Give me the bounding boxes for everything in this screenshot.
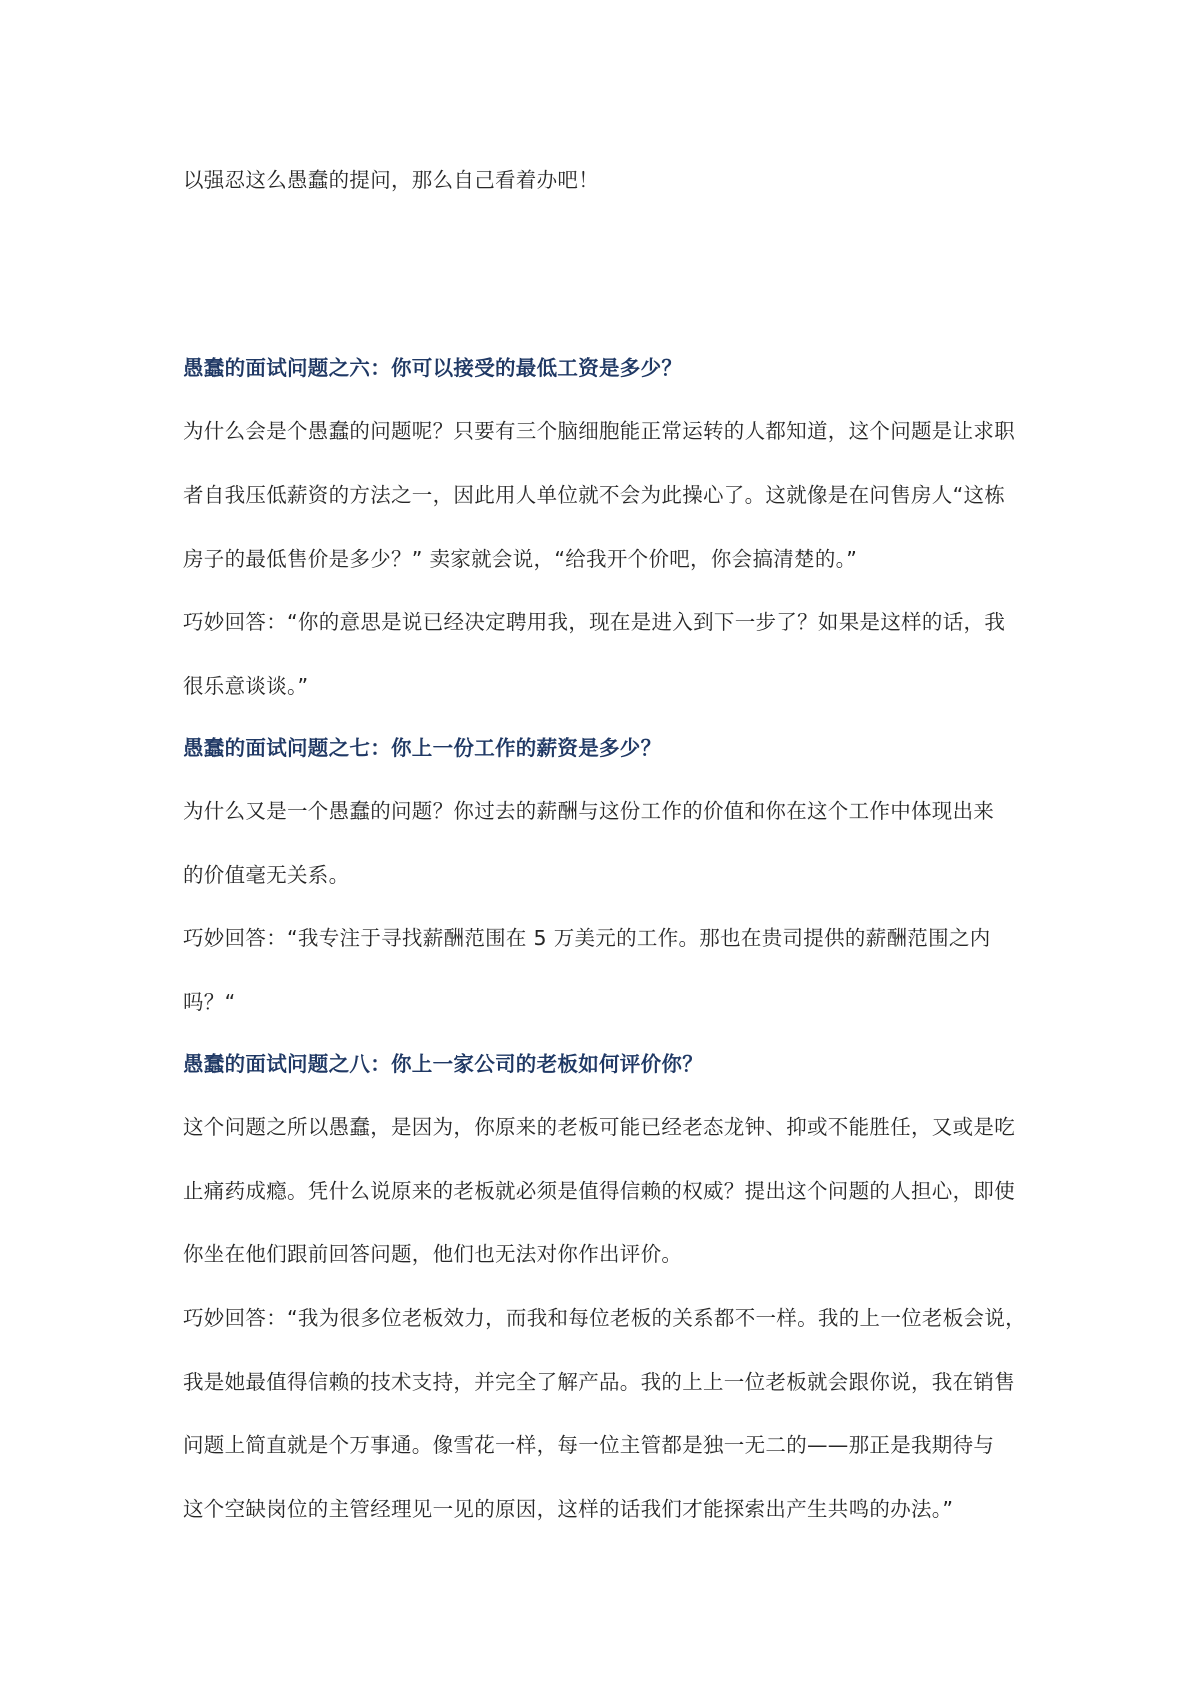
body-text-line: 房子的最低售价是多少？” 卖家就会说，“给我开个价吧，你会搞清楚的。” — [183, 547, 858, 571]
answer-text-line: 巧妙回答：“你的意思是说已经决定聘用我，现在是进入到下一步了？如果是这样的话，我 — [183, 610, 1006, 634]
answer-text-line: 巧妙回答：“我专注于寻找薪酬范围在 5 万美元的工作。那也在贵司提供的薪酬范围之内 — [183, 926, 991, 950]
body-text-line: 为什么又是一个愚蠢的问题？你过去的薪酬与这份工作的价值和你在这个工作中体现出来 — [183, 799, 995, 823]
answer-text-line: 吗？“ — [183, 990, 236, 1014]
answer-text-line: 问题上简直就是个万事通。像雪花一样，每一位主管都是独一无二的——那正是我期待与 — [183, 1433, 995, 1457]
section-heading-7: 愚蠢的面试问题之七：你上一份工作的薪资是多少？ — [183, 736, 662, 760]
body-text-line: 这个问题之所以愚蠢，是因为，你原来的老板可能已经老态龙钟、抑或不能胜任，又或是吃 — [183, 1115, 1015, 1139]
answer-text-line: 很乐意谈谈。” — [183, 674, 309, 698]
body-text-line: 以强忍这么愚蠢的提问，那么自己看着办吧！ — [183, 168, 599, 192]
body-text-line: 者自我压低薪资的方法之一，因此用人单位就不会为此操心了。这就像是在问售房人“这栋 — [183, 483, 1006, 507]
answer-text-line: 这个空缺岗位的主管经理见一见的原因，这样的话我们才能探索出产生共鸣的办法。” — [183, 1497, 954, 1521]
answer-text-line: 我是她最值得信赖的技术支持，并完全了解产品。我的上上一位老板就会跟你说，我在销售 — [183, 1370, 1015, 1394]
section-heading-6: 愚蠢的面试问题之六：你可以接受的最低工资是多少？ — [183, 356, 683, 380]
body-text-line: 的价值毫无关系。 — [183, 863, 350, 887]
body-text-line: 止痛药成瘾。凭什么说原来的老板就必须是值得信赖的权威？提出这个问题的人担心，即使 — [183, 1179, 1015, 1203]
body-text-line: 你坐在他们跟前回答问题，他们也无法对你作出评价。 — [183, 1242, 683, 1266]
section-heading-8: 愚蠢的面试问题之八：你上一家公司的老板如何评价你？ — [183, 1052, 703, 1076]
body-text-line: 为什么会是个愚蠢的问题呢？只要有三个脑细胞能正常运转的人都知道，这个问题是让求职 — [183, 419, 1015, 443]
answer-text-line: 巧妙回答：“我为很多位老板效力，而我和每位老板的关系都不一样。我的上一位老板会说， — [183, 1306, 1026, 1330]
